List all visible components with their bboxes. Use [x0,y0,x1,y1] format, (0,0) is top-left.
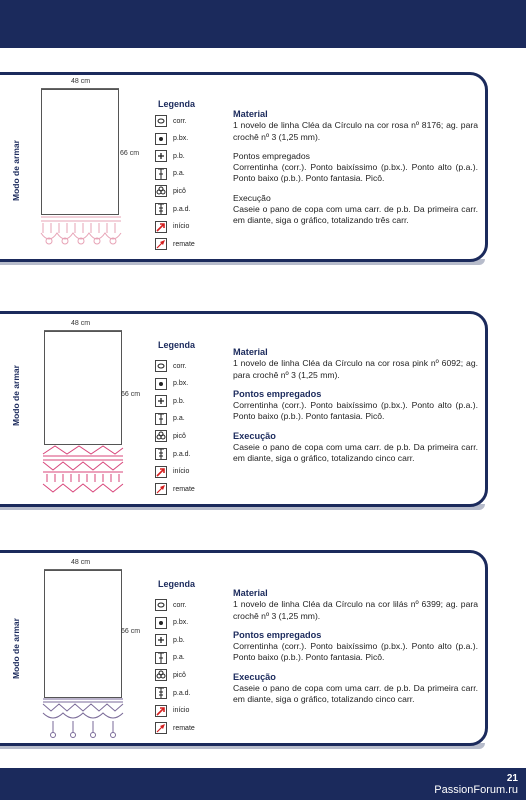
legend-title: Legenda [158,579,196,589]
legend-label: remate [173,240,195,248]
red-arrow-start-icon [155,221,167,233]
legend-label: p.a. [173,415,185,423]
legend-item [155,131,188,147]
legend-label: remate [173,485,195,493]
legend-item [155,201,191,217]
legend-item [155,183,186,199]
legend-item [155,376,188,392]
legend-label: corr. [173,601,187,609]
legend-item [155,148,185,164]
legend-label: p.b. [173,636,185,644]
legend-item [155,236,195,252]
modo-de-armar-label: Modo de armar [11,365,21,426]
pontos-text: Correntinha (corr.). Ponto baixíssimo (p.bx.). Ponto alto (p.a.). Ponto baixo (p.b.). Ponto fantasia. Picô. [233,641,478,663]
legend-item [155,703,189,719]
oval-chain-icon [155,360,167,372]
oval-chain-icon [155,599,167,611]
legend-label: p.a. [173,654,185,662]
lace-border-diagram [39,215,123,249]
lace-border-diagram [41,444,125,496]
pattern-card-rosa [0,72,488,262]
legend-label: início [173,707,190,715]
legend-label: início [173,223,190,231]
instructions-block [233,109,478,227]
legend-label: início [173,468,190,476]
height-dimension: 66 cm [121,391,141,398]
execucao-heading: Execução [233,192,271,203]
legend-item [155,428,186,444]
legend-label: p.bx. [173,619,189,627]
material-heading: Material [233,109,268,119]
dot-icon [155,617,167,629]
execucao-heading: Execução [233,671,276,682]
watermark-text: PassionForum.ru [434,784,518,796]
modo-de-armar-label: Modo de armar [11,140,21,201]
picot-icon [155,669,167,681]
triple-crochet-icon [155,687,167,699]
execucao-text: Caseie o pano de copa com uma carr. de p.b. Da primeira carr. em diante, siga o gráfico, totalizando três carr. [233,204,478,226]
triple-crochet-icon [155,203,167,215]
plus-icon [155,150,167,162]
legend-label: p.a.d. [173,205,191,213]
material-text: 1 novelo de linha Cléa da Círculo na cor rosa pink nº 6092; ag. para crochê nº 3 (1,25 mm). [233,358,478,380]
legend-item [155,650,185,666]
legend-item [155,464,189,480]
pontos-heading: Pontos empregados [233,150,310,161]
legend-title: Legenda [158,99,196,109]
legend-item [155,166,185,182]
picot-icon [155,185,167,197]
page-number: 21 [506,773,518,784]
instructions-block [233,347,478,465]
height-dimension: 66 cm [121,628,141,635]
width-dimension: 48 cm [71,320,91,327]
pattern-card-rosa-pink [0,311,488,507]
material-text: 1 novelo de linha Cléa da Círculo na cor rosa nº 8176; ag. para crochê nº 3 (1,25 mm). [233,120,478,142]
height-dimension: 66 cm [120,150,140,157]
triple-crochet-icon [155,448,167,460]
pattern-card-lilas [0,550,488,746]
material-heading: Material [233,347,268,357]
material-text: 1 novelo de linha Cléa da Círculo na cor lilás nº 6399; ag. para crochê nº 3 (1,25 mm). [233,599,478,621]
execucao-text: Caseie o pano de copa com uma carr. de p.b. Da primeira carr. em diante, siga o gráfico, totalizando cinco carr. [233,442,478,464]
towel-outline [44,331,122,445]
red-arrow-end-icon [155,238,167,250]
material-heading: Material [233,588,268,598]
legend-label: p.bx. [173,380,189,388]
towel-outline [41,89,119,215]
legend-label: picô [173,671,186,679]
legend-label: corr. [173,117,187,125]
picot-icon [155,430,167,442]
legend-label: p.bx. [173,135,189,143]
legend-item [155,411,185,427]
legend-item [155,667,186,683]
plus-icon [155,634,167,646]
double-crochet-icon [155,413,167,425]
legend-item [155,685,191,701]
legend-label: p.a.d. [173,450,191,458]
red-arrow-start-icon [155,705,167,717]
legend-item [155,720,195,736]
legend-item [155,113,187,129]
legend-title: Legenda [158,340,196,350]
legend-item [155,597,187,613]
legend-label: p.b. [173,397,185,405]
lace-border-diagram [41,697,125,741]
oval-chain-icon [155,115,167,127]
legend-item [155,615,188,631]
red-arrow-end-icon [155,483,167,495]
legend-item [155,393,185,409]
pontos-heading: Pontos empregados [233,388,322,399]
dot-icon [155,133,167,145]
legend-label: p.a.d. [173,689,191,697]
execucao-heading: Execução [233,430,276,441]
execucao-text: Caseie o pano de copa com uma carr. de p.b. Da primeira carr. em diante, siga o gráfico, totalizando cinco carr. [233,683,478,705]
double-crochet-icon [155,168,167,180]
instructions-block [233,588,478,706]
pontos-text: Correntinha (corr.). Ponto baixíssimo (p.bx.). Ponto alto (p.a.). Ponto baixo (p.b.). Ponto fantasia. Picô. [233,400,478,422]
double-crochet-icon [155,652,167,664]
red-arrow-end-icon [155,722,167,734]
towel-outline [44,570,122,698]
legend-item [155,358,187,374]
legend-item [155,446,191,462]
legend-item [155,219,189,235]
bottom-banner [0,768,526,800]
dot-icon [155,378,167,390]
legend-item [155,481,195,497]
legend-label: remate [173,724,195,732]
pontos-heading: Pontos empregados [233,629,322,640]
width-dimension: 48 cm [71,78,91,85]
legend-label: p.b. [173,152,185,160]
plus-icon [155,395,167,407]
legend-label: picô [173,187,186,195]
width-dimension: 48 cm [71,559,91,566]
top-banner [0,0,526,48]
legend-label: p.a. [173,170,185,178]
modo-de-armar-label: Modo de armar [11,618,21,679]
legend-item [155,632,185,648]
pontos-text: Correntinha (corr.). Ponto baixíssimo (p.bx.). Ponto alto (p.a.). Ponto baixo (p.b.). Ponto fantasia. Picô. [233,162,478,184]
legend-label: picô [173,432,186,440]
red-arrow-start-icon [155,466,167,478]
legend-label: corr. [173,362,187,370]
